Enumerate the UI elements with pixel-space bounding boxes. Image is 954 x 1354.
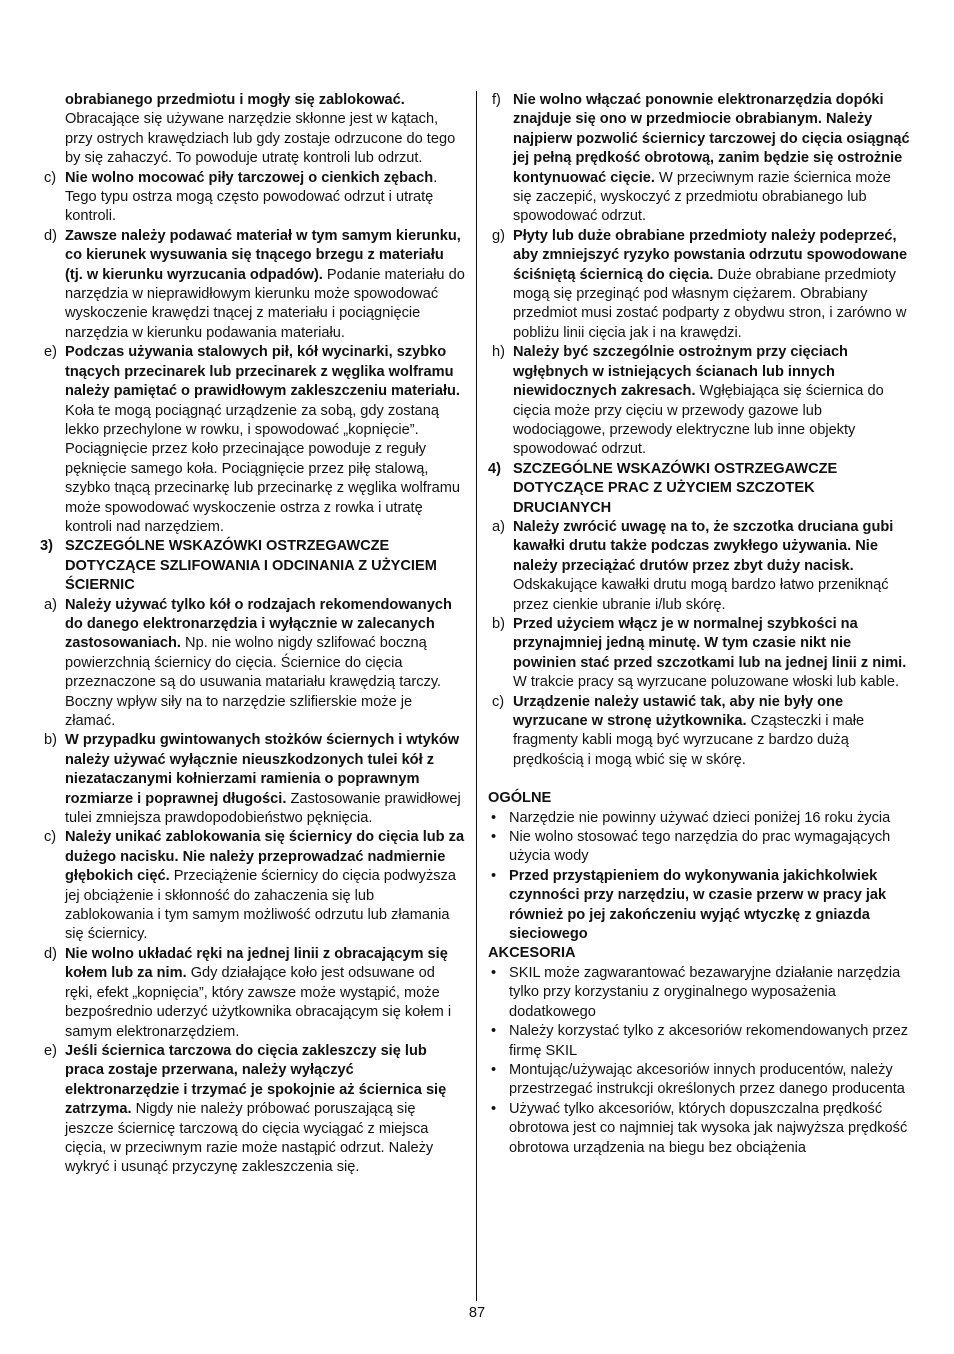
list-marker: c) (44, 829, 57, 846)
list-item (40, 343, 465, 537)
section-3-items (40, 596, 465, 1178)
list-item (40, 828, 465, 944)
body-text: Przeciążenie ściernicy do cięcia podwyższa jej obciążenie i skłonność do zahaczenia się lub zablokowania i tym samym możliwość odrzutu lub złamania się ściernicy. (65, 868, 456, 943)
bold-text: Nie wolno włączać ponownie elektronarzędzia dopóki znajduje się ono w przedmiocie obrabianym. Należy najpierw pozwolić ściernicy tarczowej do cięcia osiągnąć jej pełną prędkość obrotową, zanim będzie się ostrożnie kontynuować cięcie. (513, 92, 910, 186)
list-item (488, 615, 913, 693)
body-text: Nie wolno stosować tego narzędzia do prac wymagających użycia wody (509, 829, 891, 865)
list-marker: g) (492, 227, 505, 244)
list-item (488, 227, 913, 343)
right-column (488, 91, 913, 1158)
bold-text: Należy zwrócić uwagę na to, że szczotka druciana gubi kawałki drutu także podczas zwykłego używania. Nie należy przeciążać drutów przez zbyt duży nacisk. (513, 518, 894, 574)
general-heading: OGÓLNE (488, 790, 552, 807)
bold-text: Należy być szczególnie ostrożnym przy cięciach wgłębnych w istniejących ścianach lub innych niewidocznych zakresach. (513, 344, 848, 400)
left-column (40, 91, 465, 1178)
list-item (488, 343, 913, 459)
list-item (40, 945, 465, 1042)
list-item (40, 596, 465, 732)
left-items-list (40, 169, 465, 538)
section-4-heading (488, 460, 913, 518)
bold-text: Przed przystąpieniem do wykonywania jakichkolwiek czynności przy narzędziu, w czasie przerw w pracy jak również po jej zakończeniu wyjąć wtyczkę z gniazda sieciowego (509, 867, 887, 943)
accessories-heading: AKCESORIA (488, 945, 576, 962)
column-divider (476, 91, 477, 1301)
bullet-item (488, 828, 913, 867)
list-marker: h) (492, 344, 505, 361)
list-marker: • (491, 1100, 497, 1117)
list-marker: e) (44, 344, 57, 361)
body-text: SKIL może zagwarantować bezawaryjne działanie narzędzia tylko przy korzystaniu z oryginalnego wyposażenia dodatkowego (509, 964, 901, 1020)
intro-bold: obrabianego przedmiotu i mogły się zablokować. (65, 92, 405, 108)
list-marker: f) (492, 92, 501, 108)
spacer (488, 770, 913, 789)
list-marker: b) (492, 615, 505, 632)
bullet-item (488, 1100, 913, 1158)
bullet-item (488, 964, 913, 1022)
page-number: 87 (468, 1305, 486, 1321)
list-marker: • (491, 867, 497, 884)
bullet-item (488, 1022, 913, 1061)
bold-text: Płyty lub duże obrabiane przedmioty należy podeprzeć, aby zmniejszyć ryzyko powstania odrzutu spowodowane ściśniętą ściernicą do cięcia. (513, 227, 908, 283)
list-marker: e) (44, 1042, 57, 1059)
body-text: Odskakujące kawałki drutu mogą bardzo łatwo przeniknąć przez cienkie ubranie i/lub skórę. (513, 577, 889, 613)
body-text: Montując/używając akcesoriów innych producentów, należy przestrzegać instrukcji określonych przez danego producenta (509, 1061, 905, 1098)
bold-text: Jeśli ściernica tarczowa do cięcia zakleszczy się lub praca zostaje przerwana, należy wyłączyć elektronarzędzie i trzymać je spokojnie aż ściernica się zatrzyma. (65, 1042, 447, 1118)
bold-text: Podczas używania stalowych pił, kół wycinarki, szybko tnących przecinarek lub przecinarek z węglika wolframu należy pamiętać o prawidłowym zakleszczeniu materiału. (65, 344, 460, 400)
body-text: Zastosowanie prawidłowej tulei zmniejsza prawdopodobieństwo pęknięcia. (65, 790, 461, 827)
intro-text: Obracające się używane narzędzie skłonne jest w kątach, przy ostrych krawędziach lub gdy zostaje odrzucone do tego by się zahaczyć. To powoduje utratę kontroli lub odrzut. (65, 111, 456, 167)
section-3-marker: 3) (40, 538, 53, 555)
body-text: Duże obrabiane przedmioty mogą się przeginąć pod własnym ciężarem. Obrabiany przedmiot musi zostać podparty z obydwu stron, i zarówno w pobliżu linii cięcia jak i na krawędzi. (513, 266, 907, 341)
list-marker: b) (44, 732, 57, 749)
list-marker: a) (44, 596, 57, 613)
list-marker: d) (44, 945, 57, 962)
general-bullets (488, 809, 913, 945)
bold-text: Urządzenie należy ustawić tak, aby nie były one wyrzucane w stronę użytkownika. (513, 693, 844, 729)
body-text: Podanie materiału do narzędzia w nieprawidłowym kierunku może spowodować wyskoczenie krawędzi tnącej z materiału i pociągnięcie narzędzia w kierunku podawania materiału. (65, 266, 465, 341)
section-4-items (488, 518, 913, 770)
intro-paragraph (40, 91, 465, 169)
bold-text: Zawsze należy podawać materiał w tym samym kierunku, co kierunek wysuwania się tnącego brzegu z materiału (tj. w kierunku wyrzucania odpadów). (65, 227, 461, 283)
list-marker: • (491, 829, 497, 846)
list-marker: • (491, 1061, 497, 1078)
body-text: Cząsteczki i małe fragmenty kabli mogą być wyrzucane z bardzo dużą prędkością i mogą wbić się w skórę. (513, 713, 865, 768)
list-marker: • (491, 1023, 497, 1040)
section-3-heading (40, 537, 465, 595)
body-text: Wgłębiająca się ściernica do cięcia może przy cięciu w przewody gazowe lub wodociągowe, przewody elektryczne lub inne objekty spowodować odrzut. (513, 383, 884, 458)
list-item (40, 169, 465, 227)
bullet-item (488, 809, 913, 828)
bold-text: W przypadku gwintowanych stożków ściernych i wtyków należy używać wyłącznie nieuszkodzonych tulei kół z niezataczanymi kołnierzami ramienia o poprawnym rozmiarze i poprawnej długości. (65, 732, 460, 807)
body-text: Używać tylko akcesoriów, których dopuszczalna prędkość obrotowa jest co najmniej tak wysoka jak najwyższa prędkość obrotowa urządzenia na biegu bez obciążenia (509, 1100, 908, 1156)
list-marker: c) (44, 169, 57, 186)
bullet-item (488, 1061, 913, 1100)
list-item (40, 227, 465, 343)
body-text: W przeciwnym razie ściernica może się zaczepić, wyskoczyć z przedmiotu obrabianego lub spowodować odrzut. (513, 169, 891, 225)
list-marker: • (491, 964, 497, 981)
section-3-title: SZCZEGÓLNE WSKAZÓWKI OSTRZEGAWCZE DOTYCZĄCE SZLIFOWANIA I ODCINANIA Z UŻYCIEM ŚCIERNIC (65, 538, 437, 594)
list-item (40, 1042, 465, 1178)
list-item (488, 518, 913, 615)
list-marker: c) (492, 693, 505, 710)
section-4-title: SZCZEGÓLNE WSKAZÓWKI OSTRZEGAWCZE DOTYCZĄCE PRAC Z UŻYCIEM SZCZOTEK DRUCIANYCH (513, 460, 838, 516)
list-item (488, 91, 913, 227)
bold-text: Nie wolno układać ręki na jednej linii z obracającym się kołem lub za nim. (65, 945, 448, 982)
body-text: Np. nie wolno nigdy szlifować boczną powierzchnią ściernicy do cięcia. Ściernice do cięcia przeznaczone są do usuwania matariału krawędzią tarczy. Boczny wpływ siły na to narzędzie szlifierskie może je złamać. (65, 635, 442, 729)
section-4-marker: 4) (488, 460, 501, 477)
body-text: Narzędzie nie powinny używać dzieci poniżej 16 roku życia (509, 809, 891, 826)
body-text: Nigdy nie należy próbować poruszającą się jeszcze ściernicę tarczową do cięcia wyciągać z miejsca cięcia, w przeciwnym razie może nastąpić odrzut. Należy wykryć i usunąć przyczynę zakleszczenia się. (65, 1101, 434, 1176)
list-item (488, 693, 913, 771)
bold-text: Nie wolno mocować piły tarczowej o cienkich zębach (65, 169, 434, 186)
bold-text: Przed użyciem włącz je w normalnej szybkości na przynajmniej jedną minutę. W tym czasie nikt nie powinien stać przed szczotkami lub na jednej linii z nimi. (513, 615, 907, 671)
bold-text: Należy używać tylko kół o rodzajach rekomendowanych do danego elektronarzędzia i wyłącznie w zalecanych zastosowaniach. (65, 596, 452, 652)
body-text: W trakcie pracy są wyrzucane poluzowane włoski lub kable. (513, 674, 900, 691)
list-marker: • (491, 809, 497, 826)
body-text: Należy korzystać tylko z akcesoriów rekomendowanych przez firmę SKIL (509, 1023, 909, 1059)
bold-text: Należy unikać zablokowania się ściernicy do cięcia lub za dużego nacisku. Nie należy przeprowadzać nadmiernie głębokich cięć. (65, 829, 465, 885)
right-items-list (488, 91, 913, 460)
list-marker: a) (492, 518, 505, 535)
list-marker: d) (44, 227, 57, 244)
accessories-bullets (488, 964, 913, 1158)
body-text: . Tego typu ostrza mogą często powodować odrzut i utratę kontroli. (65, 169, 438, 225)
bullet-item (488, 867, 913, 945)
list-item (40, 731, 465, 828)
body-text: Koła te mogą pociągnąć urządzenie za sobą, gdy zostaną lekko przechylone w rowku, i spowodować „kopnięcie”. Pociągnięcie przez koło przecinające powoduje z reguły pęknięcie samego koła. Pociągnięcie przez piłę stalową, szybko tnącą przecinarkę lub przecinarkę z węglika wolframu może spowodować wyskoczenie ostrza z rowka i utratę kontroli nad narzędziem. (65, 402, 461, 535)
body-text: Gdy działające koło jest odsuwane od ręki, efekt „kopnięcia”, który zawsze może wystąpić, może bezpośrednio uderzyć użytkownika obracającym się kołem i samym elektronarzędziem. (65, 965, 452, 1040)
